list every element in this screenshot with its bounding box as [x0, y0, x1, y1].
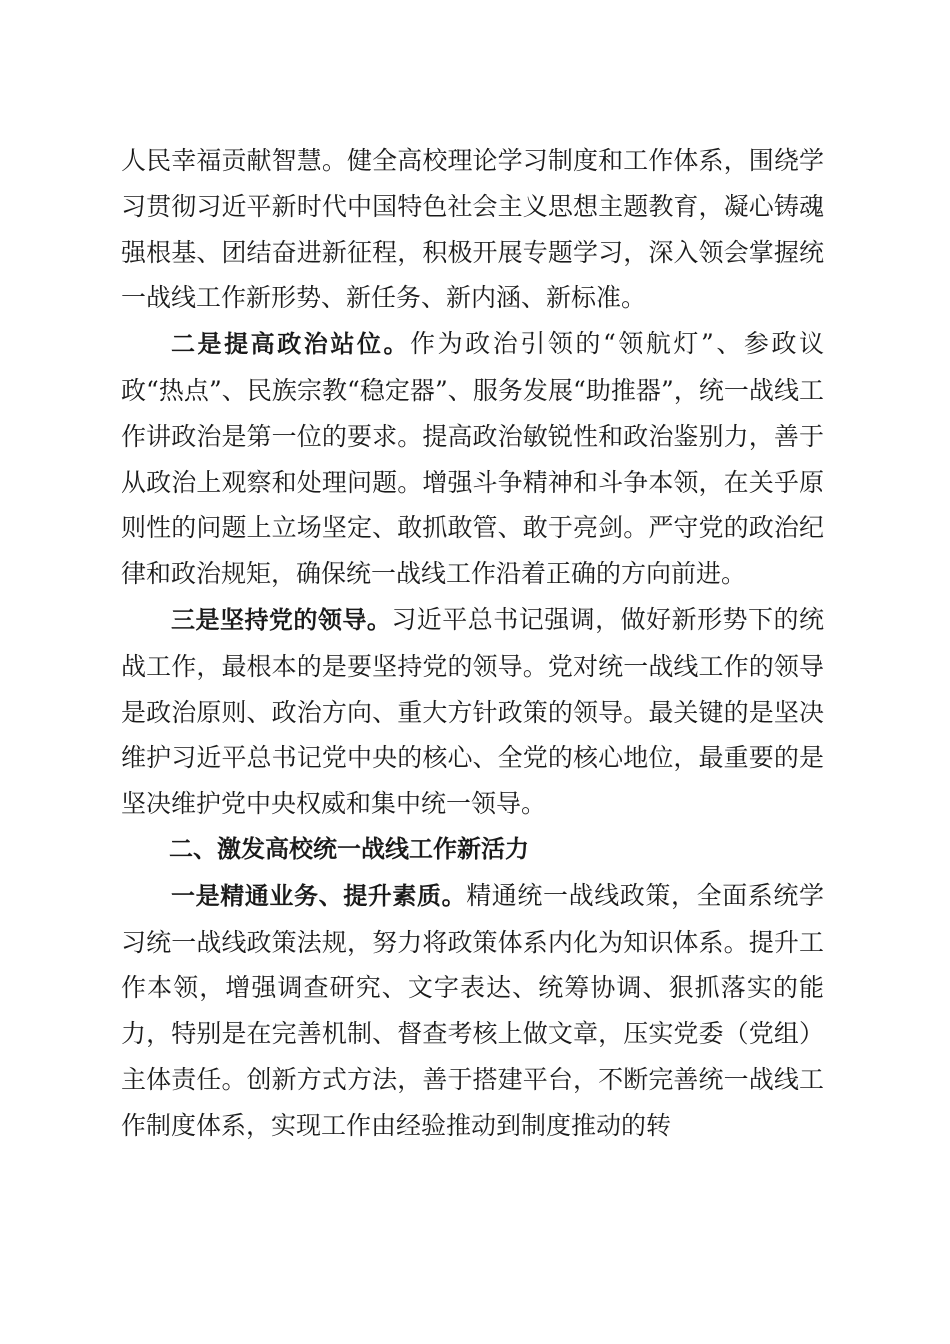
paragraph-text: 习近平总书记强调，做好新形势下的统战工作，最根本的是要坚持党的领导。党对统一战线工作的领导是政治原则、政治方向、重大方针政策的领导。最关键的是坚决维护习近平总书记党中央的核心、全党的核心地位，最重要的是坚决维护党中央权威和集中统一领导。: [121, 604, 824, 819]
paragraph-lead: 二是提高政治站位。: [171, 330, 411, 359]
paragraph-text: 精通统一战线政策，全面系统学习统一战线政策法规，努力将政策体系内化为知识体系。提升工作本领，增强调查研究、文字表达、统筹协调、狠抓落实的能力，特别是在完善机制、督查考核上做文章，压实党委（党组）主体责任。创新方式方法，善于搭建平台，不断完善统一战线工作制度体系，实现工作由经验推动到制度推动的转: [121, 880, 824, 1140]
document-body: [121, 138, 824, 1149]
paragraph-text: 人民幸福贡献智慧。健全高校理论学习制度和工作体系，围绕学习贯彻习近平新时代中国特色社会主义思想主题教育，凝心铸魂强根基、团结奋进新征程，积极开展专题学习，深入领会掌握统一战线工作新形势、新任务、新内涵、新标准。: [121, 146, 824, 313]
paragraph-text: 作为政治引领的“领航灯”、参政议政“热点”、民族宗教“稳定器”、服务发展“助推器”，统一战线工作讲政治是第一位的要求。提高政治敏锐性和政治鉴别力，善于从政治上观察和处理问题。增强斗争精神和斗争本领，在关乎原则性的问题上立场坚定、敢抓敢管、敢于亮剑。严守党的政治纪律和政治规矩，确保统一战线工作沿着正确的方向前进。: [121, 329, 824, 589]
paragraph-party-leadership: [121, 597, 824, 827]
section-heading: 二、激发高校统一战线工作新活力: [169, 834, 529, 863]
paragraph-lead: 三是坚持党的领导。: [171, 605, 392, 634]
paragraph-political-stance: [121, 321, 824, 597]
paragraph-master-business: [121, 873, 824, 1149]
paragraph-lead: 一是精通业务、提升素质。: [171, 881, 467, 910]
paragraph-continuation: [121, 138, 824, 321]
